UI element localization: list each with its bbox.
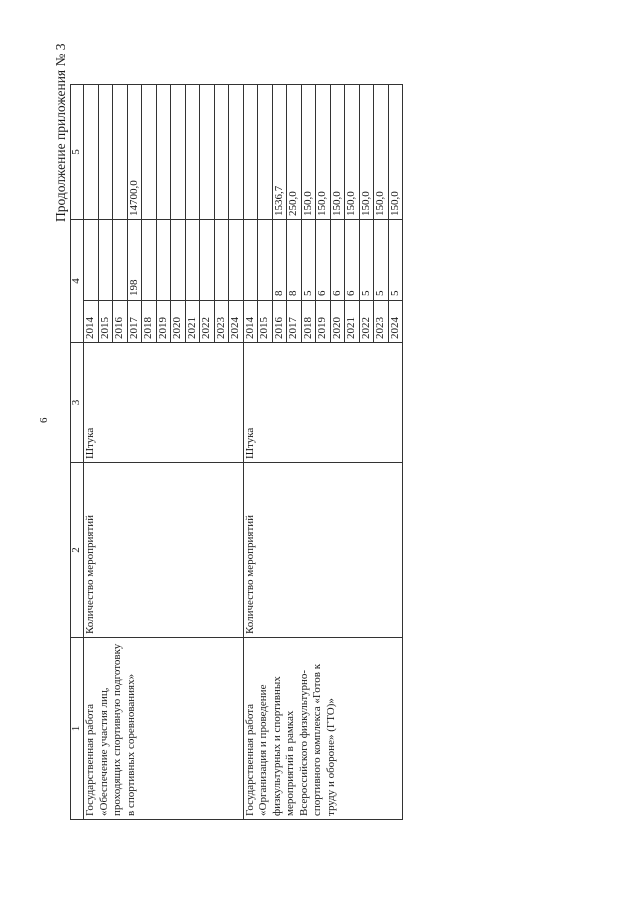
year-label: 2016 bbox=[113, 300, 127, 339]
value-cell bbox=[258, 85, 273, 220]
value-cell: 1536,7 bbox=[272, 85, 287, 220]
value-cell bbox=[171, 85, 186, 220]
year-quantity-cell bbox=[214, 220, 229, 343]
year-label: 2017 bbox=[287, 300, 301, 339]
value-cell bbox=[243, 85, 258, 220]
year-quantity-cell bbox=[287, 220, 302, 343]
col-header-3: 3 bbox=[71, 343, 84, 463]
header-row bbox=[71, 85, 84, 820]
year-label: 2021 bbox=[345, 300, 359, 339]
year-quantity-cell bbox=[359, 220, 374, 343]
year-quantity-cell bbox=[374, 220, 389, 343]
year-label: 2016 bbox=[273, 300, 287, 339]
year-quantity-cell bbox=[113, 220, 128, 343]
year-label: 2022 bbox=[360, 300, 374, 339]
year-label: 2014 bbox=[244, 300, 258, 339]
value-cell: 150,0 bbox=[359, 85, 374, 220]
col-header-2: 2 bbox=[71, 463, 84, 638]
quantity-value: 6 bbox=[316, 290, 328, 296]
year-label: 2019 bbox=[316, 300, 330, 339]
value-cell bbox=[214, 85, 229, 220]
year-label: 2017 bbox=[128, 300, 142, 339]
table-row bbox=[84, 85, 99, 820]
year-label: 2024 bbox=[229, 300, 243, 339]
year-quantity-cell bbox=[185, 220, 200, 343]
year-label: 2018 bbox=[302, 300, 316, 339]
year-quantity-cell bbox=[316, 220, 331, 343]
table-row bbox=[243, 85, 258, 820]
unit-cell: Штука bbox=[243, 343, 403, 463]
value-cell: 150,0 bbox=[301, 85, 316, 220]
quantity-value: 8 bbox=[287, 290, 299, 296]
year-label: 2015 bbox=[258, 300, 272, 339]
value-cell: 150,0 bbox=[388, 85, 403, 220]
year-label: 2020 bbox=[171, 300, 185, 339]
value-cell: 150,0 bbox=[316, 85, 331, 220]
value-cell: 150,0 bbox=[330, 85, 345, 220]
quantity-value: 5 bbox=[301, 290, 314, 296]
year-label: 2023 bbox=[374, 300, 388, 339]
year-quantity-cell bbox=[84, 220, 99, 343]
year-quantity-cell bbox=[127, 220, 142, 343]
quantity-value: 5 bbox=[374, 290, 386, 296]
year-label: 2024 bbox=[389, 300, 403, 339]
year-label: 2023 bbox=[215, 300, 229, 339]
col-header-4: 4 bbox=[71, 220, 84, 343]
year-quantity-cell bbox=[98, 220, 113, 343]
col-header-5: 5 bbox=[71, 85, 84, 220]
data-table bbox=[70, 84, 403, 820]
year-quantity-cell bbox=[142, 220, 157, 343]
quantity-value: 6 bbox=[330, 290, 343, 296]
year-quantity-cell bbox=[156, 220, 171, 343]
year-quantity-cell bbox=[301, 220, 316, 343]
year-label: 2021 bbox=[186, 300, 200, 339]
value-cell bbox=[113, 85, 128, 220]
page-number: 6 bbox=[38, 417, 50, 423]
work-name-cell: Государственная работа «Организация и проведение физкультурных и спортивных мероприятий в рамках Всероссийского физкультурно-спортивного комплекса «Готов к труду и обороне» (ГТО)» bbox=[243, 638, 403, 820]
year-label: 2015 bbox=[99, 300, 113, 339]
value-cell bbox=[98, 85, 113, 220]
quantity-value: 8 bbox=[272, 290, 285, 296]
value-cell: 150,0 bbox=[345, 85, 360, 220]
year-label: 2014 bbox=[84, 300, 98, 339]
indicator-cell: Количество мероприятий bbox=[243, 463, 403, 638]
quantity-value: 6 bbox=[345, 290, 357, 296]
year-label: 2019 bbox=[157, 300, 171, 339]
quantity-value: 198 bbox=[127, 279, 140, 296]
indicator-cell: Количество мероприятий bbox=[84, 463, 244, 638]
quantity-value: 5 bbox=[388, 290, 401, 296]
value-cell bbox=[185, 85, 200, 220]
value-cell bbox=[142, 85, 157, 220]
col-header-1: 1 bbox=[71, 638, 84, 820]
value-cell: 250,0 bbox=[287, 85, 302, 220]
year-quantity-cell bbox=[345, 220, 360, 343]
year-quantity-cell bbox=[171, 220, 186, 343]
continuation-title: Продолжение приложения № 3 bbox=[53, 43, 68, 222]
year-quantity-cell bbox=[330, 220, 345, 343]
year-quantity-cell bbox=[229, 220, 244, 343]
value-cell: 14700,0 bbox=[127, 85, 142, 220]
year-quantity-cell bbox=[243, 220, 258, 343]
value-cell: 150,0 bbox=[374, 85, 389, 220]
quantity-value: 5 bbox=[359, 290, 372, 296]
year-label: 2018 bbox=[142, 300, 156, 339]
year-quantity-cell bbox=[388, 220, 403, 343]
value-cell bbox=[156, 85, 171, 220]
year-quantity-cell bbox=[200, 220, 215, 343]
year-label: 2022 bbox=[200, 300, 214, 339]
year-quantity-cell bbox=[272, 220, 287, 343]
value-cell bbox=[200, 85, 215, 220]
unit-cell: Штука bbox=[84, 343, 244, 463]
work-name-cell: Государственная работа «Обеспечение участия лиц, проходящих спортивную подготовку в спортивных соревнованиях» bbox=[84, 638, 244, 820]
year-quantity-cell bbox=[258, 220, 273, 343]
year-label: 2020 bbox=[331, 300, 345, 339]
value-cell bbox=[229, 85, 244, 220]
value-cell bbox=[84, 85, 99, 220]
